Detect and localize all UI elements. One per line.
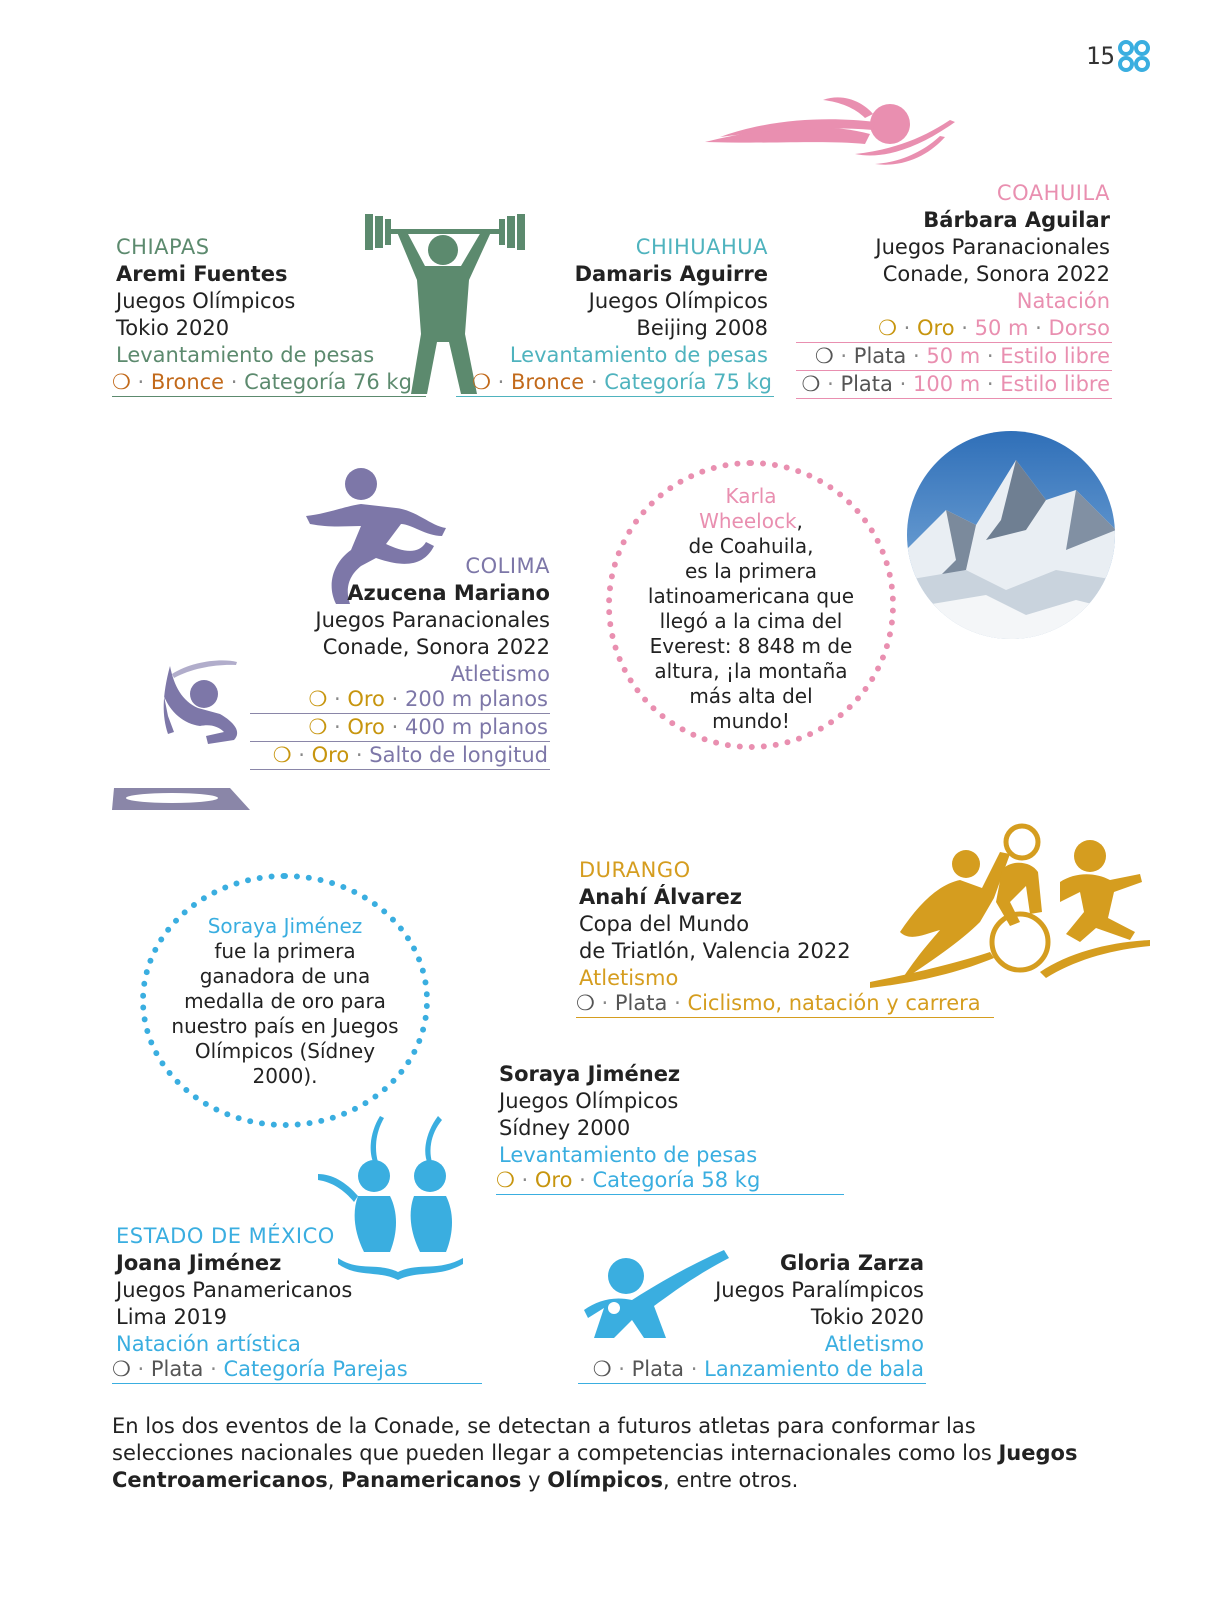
event-year: Conade, Sonora 2022	[322, 635, 550, 659]
medal-type: Oro	[534, 1168, 573, 1192]
everest-photo	[906, 430, 1116, 640]
medal-row: ❍ · Oro · 400 m planos	[250, 714, 550, 742]
event-year: Beijing 2008	[636, 316, 768, 340]
medal-detail: Dorso	[1048, 316, 1110, 340]
medal-detail: Lanzamiento de bala	[704, 1357, 924, 1381]
event-year: Tokio 2020	[116, 316, 230, 340]
event-line: Juegos Paralímpicos	[715, 1278, 924, 1302]
event-year: Conade, Sonora 2022	[882, 262, 1110, 286]
medal-type: Oro	[347, 687, 385, 711]
medal-detail: Estilo libre	[1000, 372, 1110, 396]
medal-ring-icon: ❍	[308, 715, 328, 739]
conade-logo-icon	[1116, 38, 1152, 74]
medal-ring-icon: ❍	[592, 1357, 612, 1381]
medal-type: Plata	[840, 372, 893, 396]
durango-card	[579, 857, 851, 992]
event-year: Tokio 2020	[810, 1305, 924, 1329]
medal-ring-icon: ❍	[814, 344, 834, 368]
colima-card	[315, 553, 550, 688]
sport-name: Levantamiento de pesas	[116, 343, 375, 367]
sport-name: Levantamiento de pesas	[499, 1143, 758, 1167]
medal-detail: Categoría 75 kg	[604, 370, 772, 394]
medal-ring-icon: ❍	[801, 372, 821, 396]
medal-row: ❍ · Oro · 50 m · Dorso	[796, 315, 1112, 343]
athlete-name: Gloria Zarza	[779, 1251, 924, 1275]
event-year: Lima 2019	[116, 1305, 227, 1329]
medal-detail: Categoría 58 kg	[592, 1168, 761, 1192]
event-line: Juegos Paranacionales	[315, 608, 550, 632]
state-name: COAHUILA	[996, 181, 1110, 205]
medal-ring-icon: ❍	[878, 316, 897, 340]
footer-paragraph: En los dos eventos de la Conade, se detectan a futuros atletas para conformar las selecciones nacionales que pueden llegar a competencias internacionales como los Juegos Centroamericanos, Panamericanos y Olímpicos, entre otros.	[112, 1414, 1078, 1492]
medal-row: ❍ · Plata · Categoría Parejas	[112, 1356, 482, 1384]
medal-row: ❍ · Plata · Ciclismo, natación y carrera	[576, 990, 994, 1018]
chiapas-card	[116, 234, 374, 369]
medal-row: ❍ · Bronce · Categoría 75 kg	[456, 369, 774, 397]
event-year: Sídney 2000	[499, 1116, 631, 1140]
sport-name: Atletismo	[450, 662, 550, 686]
chihuahua-card	[510, 234, 768, 369]
medal-row: ❍ · Bronce · Categoría 76 kg	[112, 369, 426, 397]
soraya-fact-text: Soraya Jiménez fue la primera ganadora de una medalla de oro para nuestro país en Juegos Olímpicos (Sídney 2000).	[171, 914, 399, 1088]
athlete-name: Azucena Mariano	[347, 581, 550, 605]
sport-name: Natación	[1016, 289, 1110, 313]
medal-distance: 50 m	[974, 316, 1029, 340]
state-name: COLIMA	[465, 554, 550, 578]
colima-medals	[250, 686, 550, 770]
medal-type: Bronce	[510, 370, 585, 394]
medal-ring-icon: ❍	[308, 687, 328, 711]
medal-detail: Salto de longitud	[369, 743, 548, 767]
medal-row: ❍ · Plata · 100 m · Estilo libre	[796, 371, 1112, 399]
medal-type: Plata	[853, 344, 907, 368]
event-line: Juegos Olímpicos	[499, 1089, 679, 1113]
athlete-name: Bárbara Aguilar	[923, 208, 1110, 232]
state-name: DURANGO	[579, 858, 691, 882]
athlete-name: Joana Jiménez	[116, 1251, 282, 1275]
medal-detail: Categoría 76 kg	[244, 370, 412, 394]
medal-detail: Estilo libre	[1000, 344, 1110, 368]
karla-fact-text: Karla Wheelock, de Coahuila, es la primera latinoamericana que llegó a la cima del Everest: 8 848 m de altura, ¡la montaña más alta del mundo!	[647, 484, 855, 733]
medal-detail: 400 m planos	[404, 715, 548, 739]
triathlon-icon	[870, 822, 1150, 992]
medal-row: ❍ · Oro · Salto de longitud	[250, 742, 550, 770]
medal-row: ❍ · Plata · Lanzamiento de bala	[578, 1356, 926, 1384]
athlete-name: Damaris Aguirre	[574, 262, 768, 286]
event-line: Copa del Mundo	[579, 912, 750, 936]
sport-name: Atletismo	[579, 966, 679, 990]
edomex-card	[116, 1223, 352, 1358]
state-name: CHIAPAS	[116, 235, 210, 259]
state-name: ESTADO DE MÉXICO	[116, 1224, 335, 1248]
gloria-card	[715, 1250, 924, 1358]
medal-ring-icon: ❍	[576, 991, 595, 1015]
event-line: Juegos Panamericanos	[116, 1278, 353, 1302]
event-year: de Triatlón, Valencia 2022	[579, 939, 851, 963]
medal-ring-icon: ❍	[112, 1357, 131, 1381]
medal-type: Oro	[311, 743, 350, 767]
medal-ring-icon: ❍	[472, 370, 491, 394]
medal-distance: 100 m	[912, 372, 981, 396]
medal-type: Plata	[614, 991, 668, 1015]
medal-ring-icon: ❍	[272, 743, 292, 767]
medal-type: Bronce	[150, 370, 225, 394]
medal-type: Oro	[917, 316, 955, 340]
event-line: Juegos Olímpicos	[588, 289, 768, 313]
medal-detail: Categoría Parejas	[223, 1357, 408, 1381]
event-line: Juegos Paranacionales	[875, 235, 1110, 259]
swimmer-icon	[705, 92, 960, 172]
medal-type: Plata	[150, 1357, 204, 1381]
coahuila-card	[875, 180, 1110, 315]
sport-name: Atletismo	[824, 1332, 924, 1356]
state-name: CHIHUAHUA	[635, 235, 768, 259]
medal-ring-icon: ❍	[112, 370, 131, 394]
medal-detail: Ciclismo, natación y carrera	[687, 991, 981, 1015]
medal-row: ❍ · Oro · Categoría 58 kg	[496, 1167, 844, 1195]
athlete-name: Aremi Fuentes	[116, 262, 288, 286]
athlete-name: Soraya Jiménez	[499, 1062, 681, 1086]
shot-put-icon	[584, 1246, 732, 1342]
medal-ring-icon: ❍	[496, 1168, 515, 1192]
medal-row: ❍ · Plata · 50 m · Estilo libre	[796, 343, 1112, 371]
medal-type: Oro	[347, 715, 385, 739]
sport-name: Levantamiento de pesas	[509, 343, 768, 367]
long-jump-icon	[112, 656, 252, 812]
medal-type: Plata	[631, 1357, 685, 1381]
page-number: 15	[1086, 42, 1115, 70]
medal-row: ❍ · Oro · 200 m planos	[250, 686, 550, 714]
coahuila-medals	[796, 315, 1112, 399]
sport-name: Natación artística	[116, 1332, 301, 1356]
medal-detail: 200 m planos	[404, 687, 548, 711]
soraya-card	[499, 1061, 757, 1169]
medal-distance: 50 m	[926, 344, 981, 368]
athlete-name: Anahí Álvarez	[579, 885, 742, 909]
event-line: Juegos Olímpicos	[116, 289, 296, 313]
